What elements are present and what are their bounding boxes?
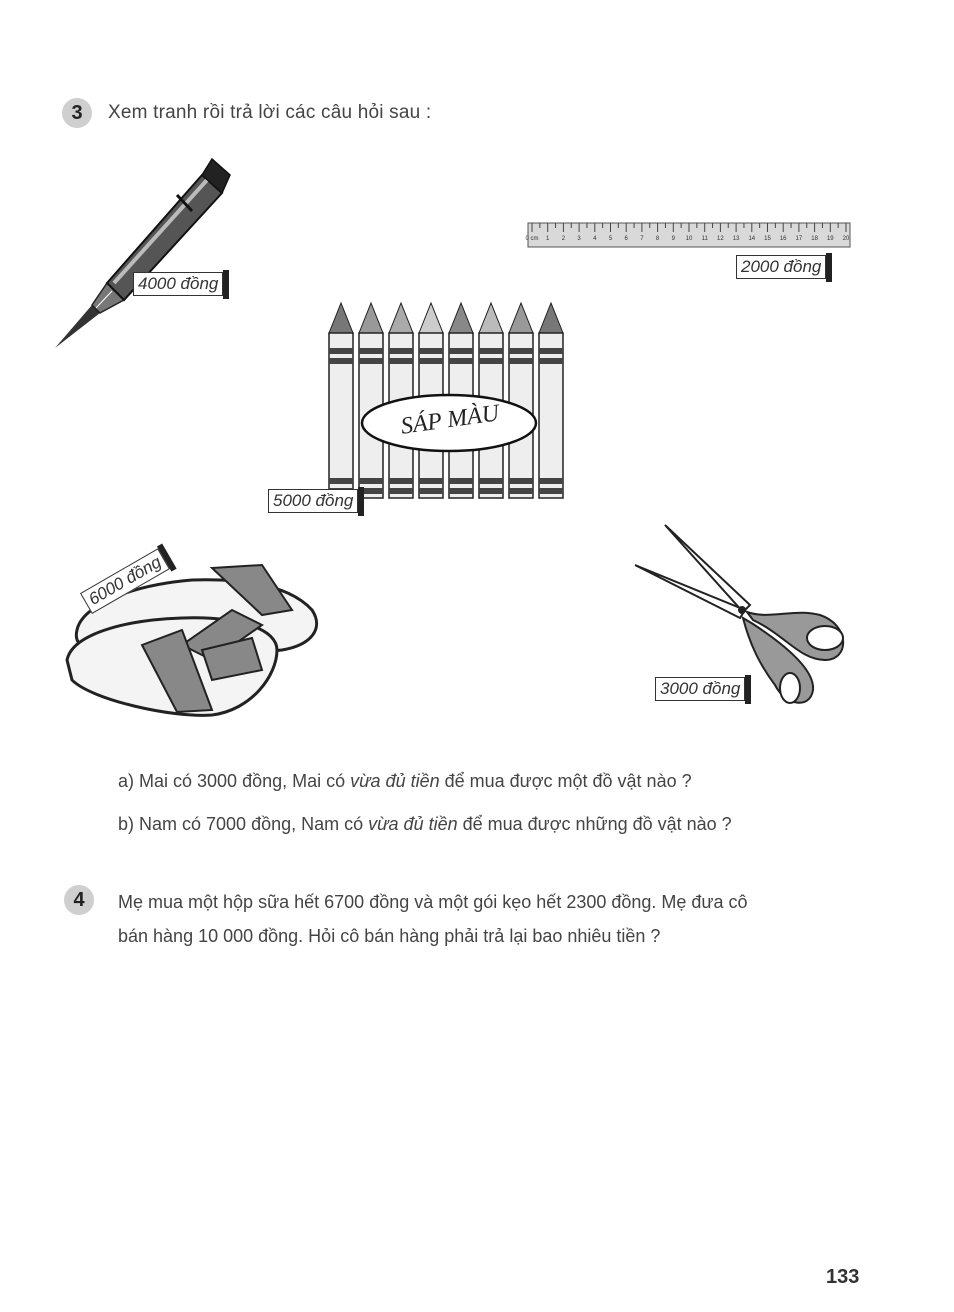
ruler-tick-label: 17 [795, 236, 803, 242]
exercise-4-number: 4 [64, 885, 94, 915]
scissors-price-tag: 3000 đồng [655, 677, 745, 701]
ruler-tick-label: 15 [764, 236, 771, 242]
crayon [539, 303, 563, 498]
ruler-illustration [525, 223, 850, 249]
ruler-tick-label: 5 [608, 236, 613, 242]
sandals-illustration [62, 550, 342, 720]
question-a-emphasis: vừa đủ tiền [350, 771, 440, 791]
question-b-emphasis: vừa đủ tiền [368, 814, 458, 834]
ruler-tick-label: 1 [546, 236, 550, 242]
crayons-box-illustration [325, 303, 575, 503]
crayon [359, 303, 383, 498]
ruler-tick-label: 4 [593, 236, 597, 242]
question-a-suffix: để mua được một đồ vật nào ? [439, 771, 692, 791]
ruler-tick-label: 2 [561, 236, 566, 242]
question-b [118, 812, 732, 836]
exercise-3-instruction: Xem tranh rồi trả lời các câu hỏi sau : [108, 102, 432, 123]
ruler-tick-label: 13 [732, 236, 740, 242]
ruler-tick-label: 6 [624, 236, 628, 242]
crayons-box-label: SÁP MÀU [399, 400, 501, 440]
ruler-tick-label: 3 [577, 236, 581, 242]
question-b-prefix: b) Nam có 7000 đồng, Nam có [118, 814, 369, 834]
page-number: 133 [826, 1266, 860, 1288]
exercise-4-line-1: Mẹ mua một hộp sữa hết 6700 đồng và một gói kẹo hết 2300 đồng. Mẹ đưa cô [118, 892, 748, 912]
ruler-tick-label: 14 [748, 236, 756, 242]
exercise-4-text [118, 885, 898, 953]
fountain-pen-illustration [52, 155, 232, 355]
ruler-tick-label: 10 [685, 236, 693, 242]
ruler-tick-label: 9 [671, 236, 675, 242]
question-b-suffix: để mua được những đồ vật nào ? [457, 814, 732, 834]
ruler-tick-label: 12 [717, 236, 724, 242]
exercise-4-line-2: bán hàng 10 000 đồng. Hỏi cô bán hàng phải trả lại bao nhiêu tiền ? [118, 926, 661, 946]
pen-price-tag: 4000 đồng [133, 272, 223, 296]
ruler-tick-label: 0 cm [525, 236, 539, 242]
ruler-tick-label: 20 [842, 236, 850, 242]
exercise-3-number: 3 [62, 98, 92, 128]
question-a [118, 769, 692, 793]
sandals-price-tag: 6000 đồng [80, 548, 170, 614]
crayons-price-tag: 5000 đồng [268, 489, 358, 513]
ruler-tick-label: 8 [655, 236, 660, 242]
ruler-tick-label: 11 [701, 236, 708, 242]
crayon [329, 303, 353, 498]
ruler-price-tag: 2000 đồng [736, 255, 826, 279]
ruler-tick-label: 18 [811, 236, 818, 242]
ruler-tick-label: 7 [640, 236, 644, 242]
ruler-tick-label: 19 [826, 236, 834, 242]
ruler-tick-label: 16 [779, 236, 787, 242]
question-a-prefix: a) Mai có 3000 đồng, Mai có [118, 771, 351, 791]
